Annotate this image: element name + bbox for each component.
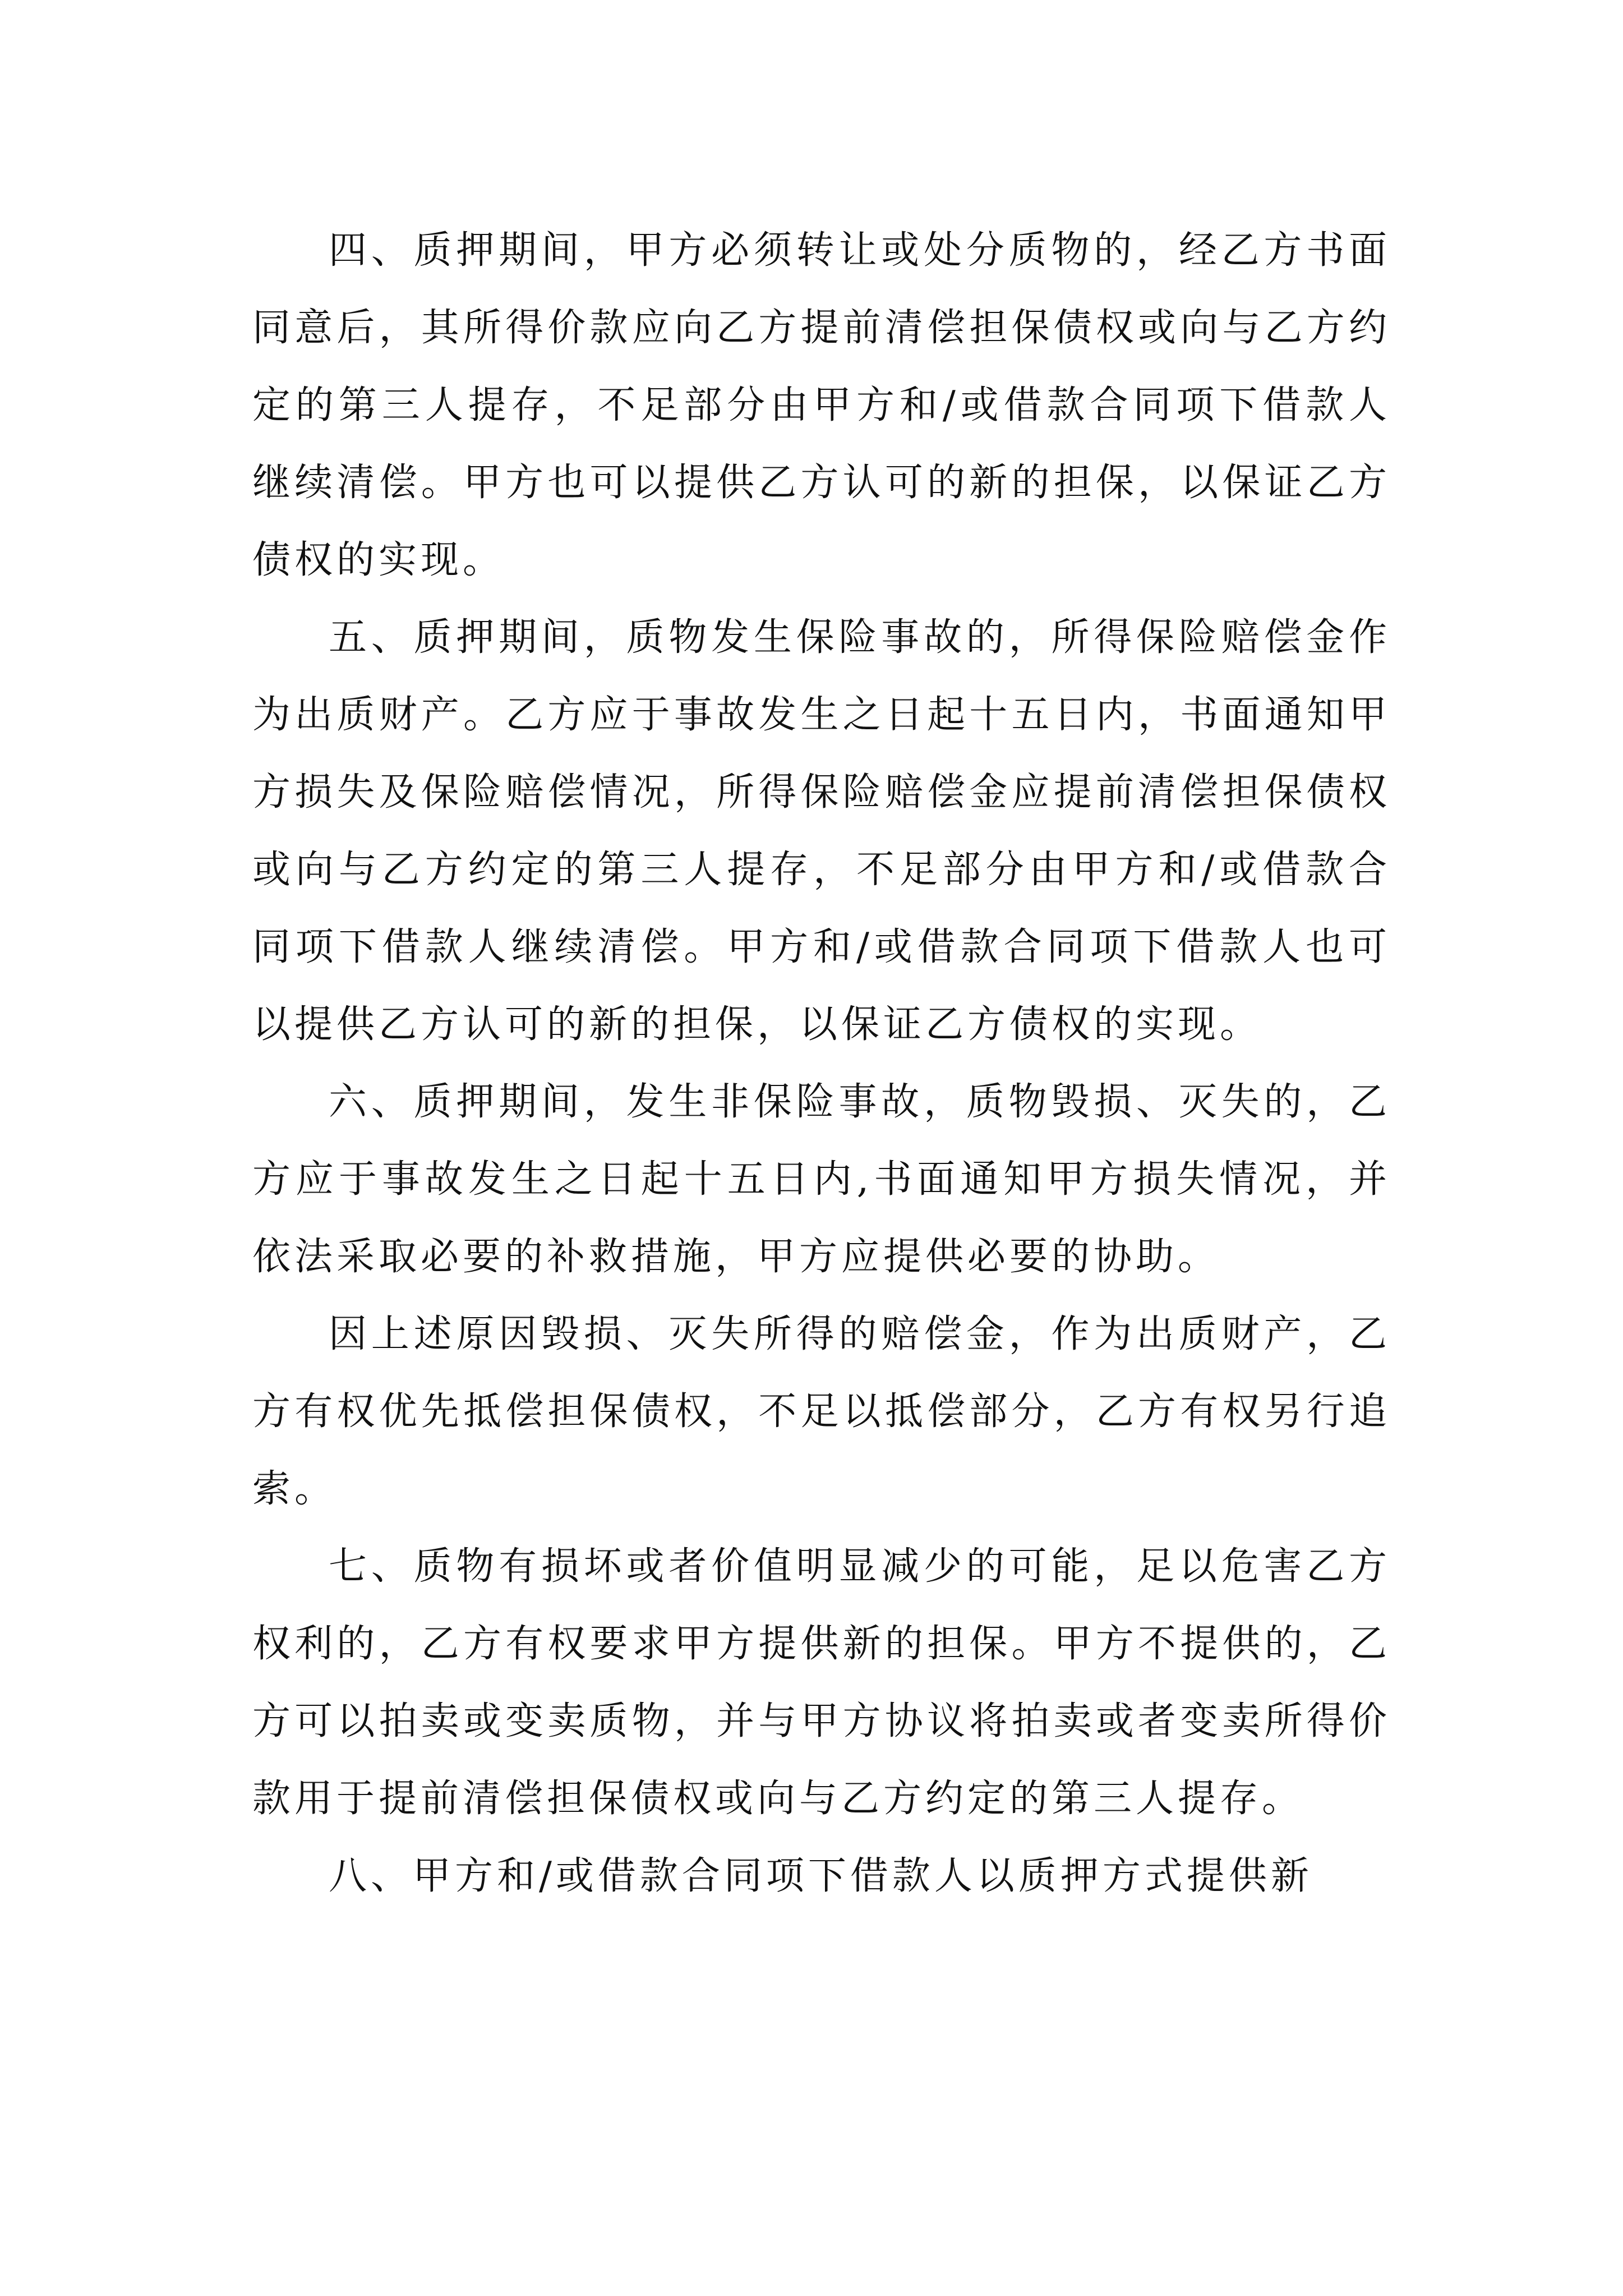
paragraph-clause-8: 八、甲方和/或借款合同项下借款人以质押方式提供新 (329, 1854, 1313, 1898)
paragraph-clause-6: 六、质押期间，发生非保险事故，质物毁损、灭失的，乙方应于事故发生之日起十五日内,书面通知甲方损失情况，并依法采取必要的补救措施，甲方应提供必要的协助。 (252, 1080, 1391, 1279)
paragraph-clause-6-continued: 因上述原因毁损、灭失所得的赔偿金，作为出质财产，乙方有权优先抵偿担保债权，不足以抵偿部分，乙方有权另行追索。 (252, 1312, 1391, 1511)
paragraph-clause-5: 五、质押期间，质物发生保险事故的，所得保险赔偿金作为出质财产。乙方应于事故发生之日起十五日内，书面通知甲方损失及保险赔偿情况，所得保险赔偿金应提前清偿担保债权或向与乙方约定的第三人提存，不足部分由甲方和/或借款合同项下借款人继续清偿。甲方和/或借款合同项下借款人也可以提供乙方认可的新的担保，以保证乙方债权的实现。 (252, 615, 1391, 1047)
paragraph-clause-7: 七、质物有损坏或者价值明显减少的可能，足以危害乙方权利的，乙方有权要求甲方提供新的担保。甲方不提供的，乙方可以拍卖或变卖质物，并与甲方协议将拍卖或者变卖所得价款用于提前清偿担保债权或向与乙方约定的第三人提存。 (252, 1544, 1391, 1821)
paragraph-clause-4: 四、质押期间，甲方必须转让或处分质物的，经乙方书面同意后，其所得价款应向乙方提前清偿担保债权或向与乙方约定的第三人提存，不足部分由甲方和/或借款合同项下借款人继续清偿。甲方也可以提供乙方认可的新的担保，以保证乙方债权的实现。 (252, 228, 1391, 582)
document-body (252, 212, 1391, 1915)
